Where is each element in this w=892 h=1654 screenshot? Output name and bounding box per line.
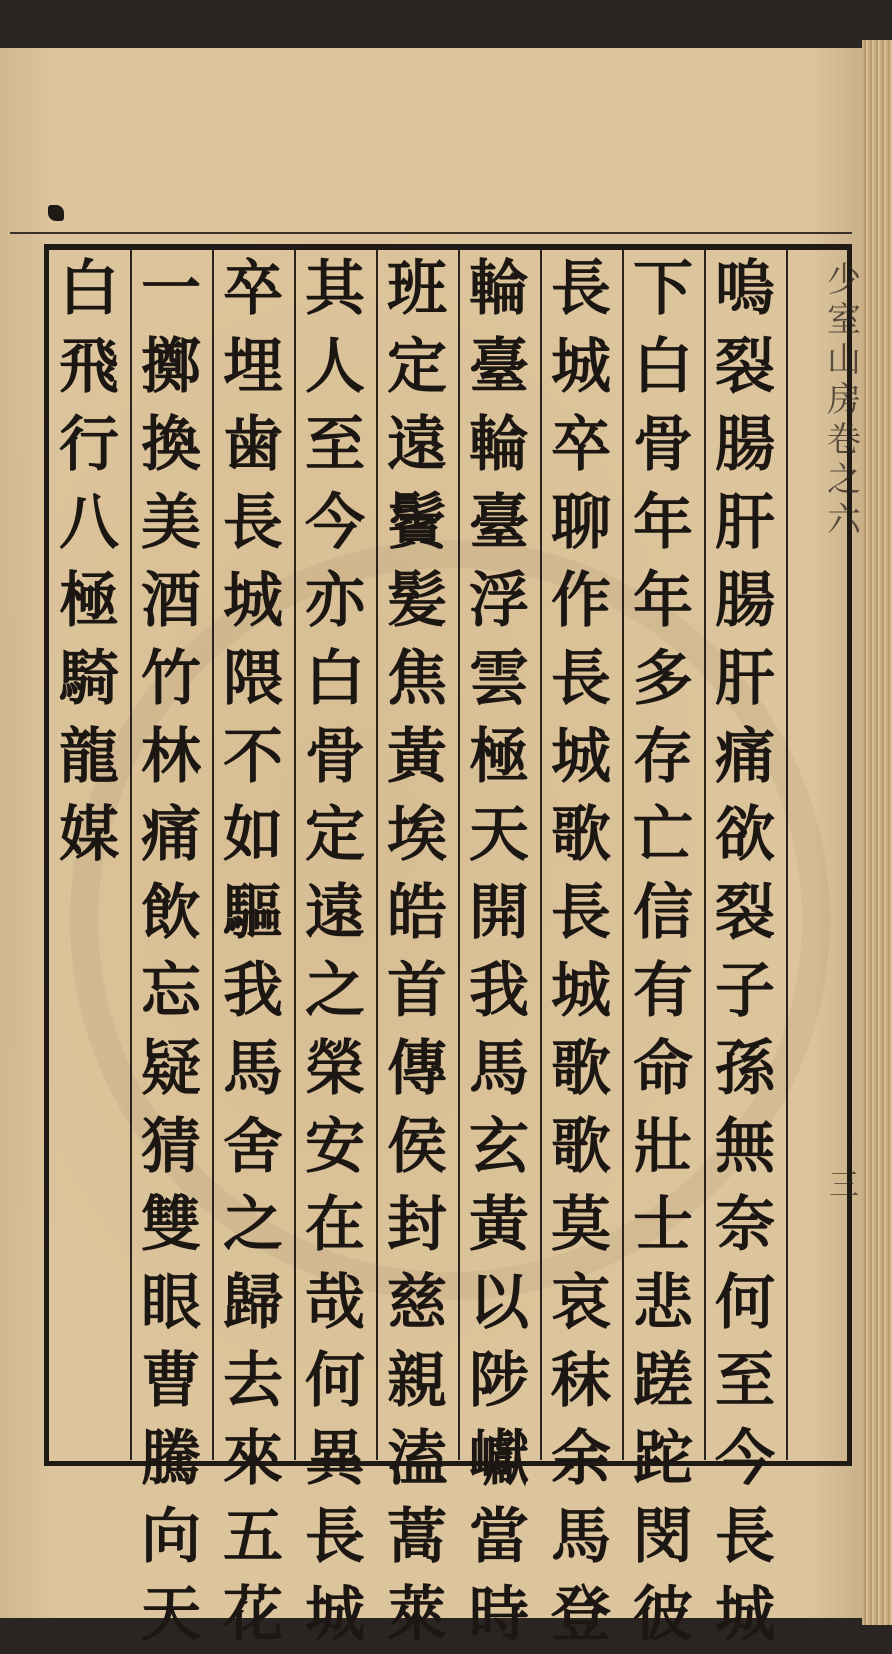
character: 曹 — [141, 1346, 201, 1416]
character: 何 — [305, 1346, 365, 1416]
character: 多 — [633, 644, 693, 714]
character: 傳 — [387, 1034, 447, 1104]
character: 騰 — [141, 1424, 201, 1494]
character: 忘 — [141, 956, 201, 1026]
character: 天 — [469, 800, 529, 870]
character: 埋 — [223, 332, 283, 402]
character: 黃 — [387, 722, 447, 792]
character: 臺 — [469, 488, 529, 558]
character: 白 — [305, 644, 365, 714]
character: 聊 — [551, 488, 611, 558]
top-rule — [10, 232, 852, 234]
character: 雙 — [141, 1190, 201, 1260]
text-column — [376, 250, 458, 1654]
character: 長 — [715, 1502, 775, 1572]
folio-number: 三 — [829, 1168, 859, 1203]
character: 腸 — [715, 410, 775, 480]
character: 定 — [305, 800, 365, 870]
character: 馬 — [551, 1502, 611, 1572]
character: 酒 — [141, 566, 201, 636]
character: 存 — [633, 722, 693, 792]
character: 親 — [387, 1346, 447, 1416]
character: 壯 — [633, 1112, 693, 1182]
character: 首 — [387, 956, 447, 1026]
book-title: 少 室 山 房 — [827, 260, 861, 420]
juan-number: 卷 之 六 — [827, 420, 861, 540]
character: 埃 — [387, 800, 447, 870]
character: 玄 — [469, 1112, 529, 1182]
character: 擲 — [141, 332, 201, 402]
block-heart-title — [826, 260, 862, 540]
character: 閔 — [633, 1502, 693, 1572]
character: 亡 — [633, 800, 693, 870]
page-edge-stack — [862, 40, 892, 1625]
character: 人 — [305, 332, 365, 402]
character: 飛 — [59, 332, 119, 402]
character: 之 — [305, 956, 365, 1026]
character: 行 — [59, 410, 119, 480]
character: 五 — [223, 1502, 283, 1572]
character: 陟 — [469, 1346, 529, 1416]
character: 哉 — [305, 1268, 365, 1338]
character: 長 — [551, 254, 611, 324]
fishtail-mark — [48, 205, 64, 221]
character: 痛 — [715, 722, 775, 792]
character: 髪 — [387, 566, 447, 636]
character: 士 — [633, 1190, 693, 1260]
character: 至 — [715, 1346, 775, 1416]
character: 黃 — [469, 1190, 529, 1260]
character: 亦 — [305, 566, 365, 636]
character: 一 — [141, 254, 201, 324]
character: 驅 — [223, 878, 283, 948]
character: 莫 — [551, 1190, 611, 1260]
character: 卒 — [551, 410, 611, 480]
character: 歌 — [551, 1112, 611, 1182]
character: 媒 — [59, 800, 119, 870]
character: 安 — [305, 1112, 365, 1182]
character: 時 — [469, 1580, 529, 1650]
character: 遠 — [387, 410, 447, 480]
character: 嗚 — [715, 254, 775, 324]
character: 作 — [551, 566, 611, 636]
character: 城 — [305, 1580, 365, 1650]
character: 何 — [715, 1268, 775, 1338]
character: 龍 — [59, 722, 119, 792]
character: 臺 — [469, 332, 529, 402]
character: 巘 — [469, 1424, 529, 1494]
character: 肝 — [715, 644, 775, 714]
character: 骨 — [305, 722, 365, 792]
character: 裂 — [715, 878, 775, 948]
character: 班 — [387, 254, 447, 324]
character: 在 — [305, 1190, 365, 1260]
character: 其 — [305, 254, 365, 324]
text-column — [540, 250, 622, 1654]
character: 子 — [715, 956, 775, 1026]
character: 極 — [59, 566, 119, 636]
character: 來 — [223, 1424, 283, 1494]
character: 溘 — [387, 1424, 447, 1494]
character: 蒿 — [387, 1502, 447, 1572]
character: 天 — [141, 1580, 201, 1650]
character: 至 — [305, 410, 365, 480]
character: 骨 — [633, 410, 693, 480]
character: 慈 — [387, 1268, 447, 1338]
character: 今 — [305, 488, 365, 558]
character: 向 — [141, 1502, 201, 1572]
character: 開 — [469, 878, 529, 948]
character: 馬 — [223, 1034, 283, 1104]
character: 長 — [551, 644, 611, 714]
character: 奈 — [715, 1190, 775, 1260]
character: 花 — [223, 1580, 283, 1650]
character: 下 — [633, 254, 693, 324]
character: 長 — [305, 1502, 365, 1572]
character: 跎 — [633, 1424, 693, 1494]
character: 之 — [223, 1190, 283, 1260]
character: 輪 — [469, 410, 529, 480]
character: 舍 — [223, 1112, 283, 1182]
character: 命 — [633, 1034, 693, 1104]
character: 當 — [469, 1502, 529, 1572]
character: 欲 — [715, 800, 775, 870]
character: 美 — [141, 488, 201, 558]
character: 去 — [223, 1346, 283, 1416]
character: 換 — [141, 410, 201, 480]
character: 城 — [551, 332, 611, 402]
character: 異 — [305, 1424, 365, 1494]
character: 年 — [633, 488, 693, 558]
character: 遠 — [305, 878, 365, 948]
character: 彼 — [633, 1580, 693, 1650]
character: 悲 — [633, 1268, 693, 1338]
character: 飲 — [141, 878, 201, 948]
character: 榮 — [305, 1034, 365, 1104]
character: 城 — [551, 722, 611, 792]
character: 蹉 — [633, 1346, 693, 1416]
character: 長 — [551, 878, 611, 948]
character: 馬 — [469, 1034, 529, 1104]
character: 焦 — [387, 644, 447, 714]
character: 長 — [223, 488, 283, 558]
character: 雲 — [469, 644, 529, 714]
character: 肝 — [715, 488, 775, 558]
character: 猜 — [141, 1112, 201, 1182]
character: 白 — [633, 332, 693, 402]
text-column — [130, 250, 212, 1654]
column-rule — [786, 250, 788, 1460]
character: 歌 — [551, 800, 611, 870]
text-column — [294, 250, 376, 1654]
character: 疑 — [141, 1034, 201, 1104]
character: 萊 — [387, 1580, 447, 1650]
text-column — [458, 250, 540, 1654]
character: 登 — [551, 1580, 611, 1650]
character: 腸 — [715, 566, 775, 636]
character: 歌 — [551, 1034, 611, 1104]
character: 極 — [469, 722, 529, 792]
character: 以 — [469, 1268, 529, 1338]
character: 如 — [223, 800, 283, 870]
character: 今 — [715, 1424, 775, 1494]
character: 鬢 — [387, 488, 447, 558]
character: 歸 — [223, 1268, 283, 1338]
character: 城 — [715, 1580, 775, 1650]
text-column — [704, 250, 786, 1654]
character: 有 — [633, 956, 693, 1026]
character: 侯 — [387, 1112, 447, 1182]
character: 我 — [223, 956, 283, 1026]
text-column — [48, 250, 130, 874]
character: 定 — [387, 332, 447, 402]
character: 無 — [715, 1112, 775, 1182]
character: 城 — [551, 956, 611, 1026]
character: 我 — [469, 956, 529, 1026]
character: 輪 — [469, 254, 529, 324]
text-column — [212, 250, 294, 1654]
character: 痛 — [141, 800, 201, 870]
character: 封 — [387, 1190, 447, 1260]
character: 城 — [223, 566, 283, 636]
character: 哀 — [551, 1268, 611, 1338]
character: 林 — [141, 722, 201, 792]
character: 裂 — [715, 332, 775, 402]
character: 白 — [59, 254, 119, 324]
character: 八 — [59, 488, 119, 558]
character: 浮 — [469, 566, 529, 636]
character: 卒 — [223, 254, 283, 324]
character: 隈 — [223, 644, 283, 714]
character: 不 — [223, 722, 283, 792]
character: 眼 — [141, 1268, 201, 1338]
character: 竹 — [141, 644, 201, 714]
character: 秣 — [551, 1346, 611, 1416]
text-column — [622, 250, 704, 1654]
character: 孫 — [715, 1034, 775, 1104]
character: 騎 — [59, 644, 119, 714]
character: 皓 — [387, 878, 447, 948]
character: 余 — [551, 1424, 611, 1494]
character: 年 — [633, 566, 693, 636]
character: 歯 — [223, 410, 283, 480]
character: 信 — [633, 878, 693, 948]
